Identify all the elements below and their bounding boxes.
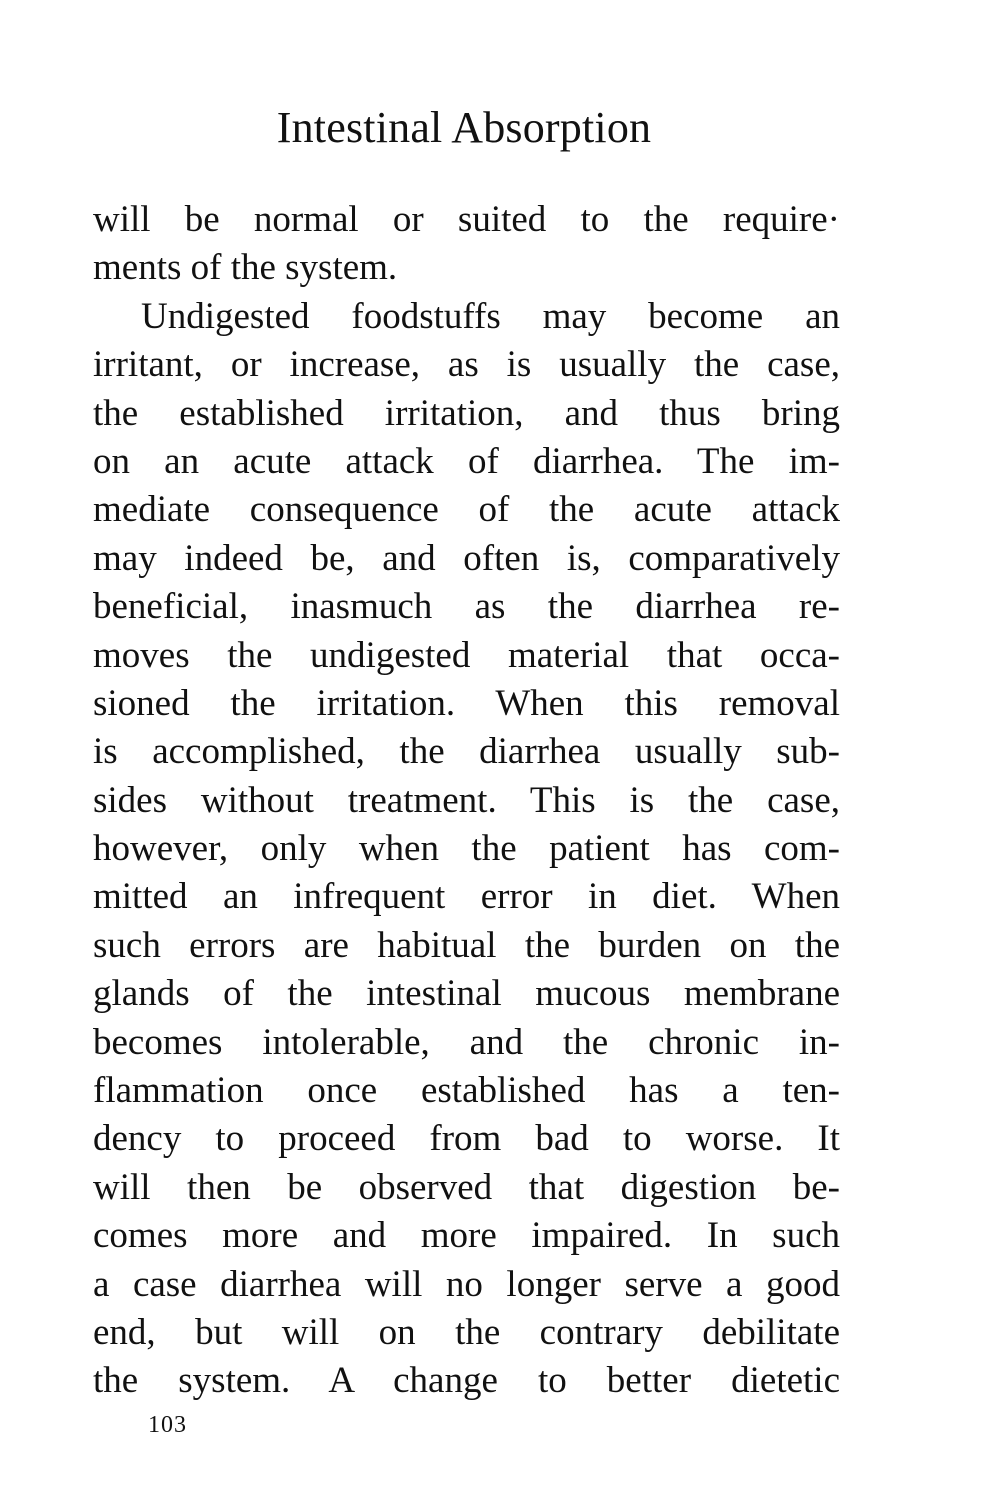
text-line: end, but will on the contrary debilitate [93,1311,840,1353]
text-line: a case diarrhea will no longer serve a good [93,1263,840,1305]
body-text [93,196,840,1406]
text-line: will then be observed that digestion be- [93,1166,840,1208]
text-line: may indeed be, and often is, comparatively [93,537,840,579]
text-line: mediate consequence of the acute attack [93,489,840,531]
text-line: sides without treatment. This is the case, [93,779,840,821]
text-line: moves the undigested material that occa- [93,634,840,676]
text-line: comes more and more impaired. In such [93,1215,840,1257]
text-line: beneficial, inasmuch as the diarrhea re- [93,586,840,628]
page-number: 103 [148,1412,187,1438]
text-line: is accomplished, the diarrhea usually sub- [93,731,840,773]
text-line: glands of the intestinal mucous membrane [93,973,840,1015]
text-line: however, only when the patient has com- [93,828,840,870]
text-line: Undigested foodstuffs may become an [141,295,840,337]
running-head: Intestinal Absorption [276,103,652,152]
text-line: the established irritation, and thus bring [93,392,840,434]
text-line: on an acute attack of diarrhea. The im- [93,440,840,482]
text-line: will be normal or suited to the require· [93,199,840,240]
text-line: mitted an infrequent error in diet. When [93,876,840,918]
text-line: becomes intolerable, and the chronic in- [93,1021,840,1063]
text-line: flammation once established has a ten- [93,1070,840,1112]
text-line: irritant, or increase, as is usually the case, [93,344,840,386]
text-line: the system. A change to better dietetic [93,1360,840,1402]
text-line: sioned the irritation. When this removal [93,682,840,724]
text-line: dency to proceed from bad to worse. It [93,1118,840,1160]
text-line: such errors are habitual the burden on the [93,924,840,966]
text-line: ments of the system. [93,247,398,289]
